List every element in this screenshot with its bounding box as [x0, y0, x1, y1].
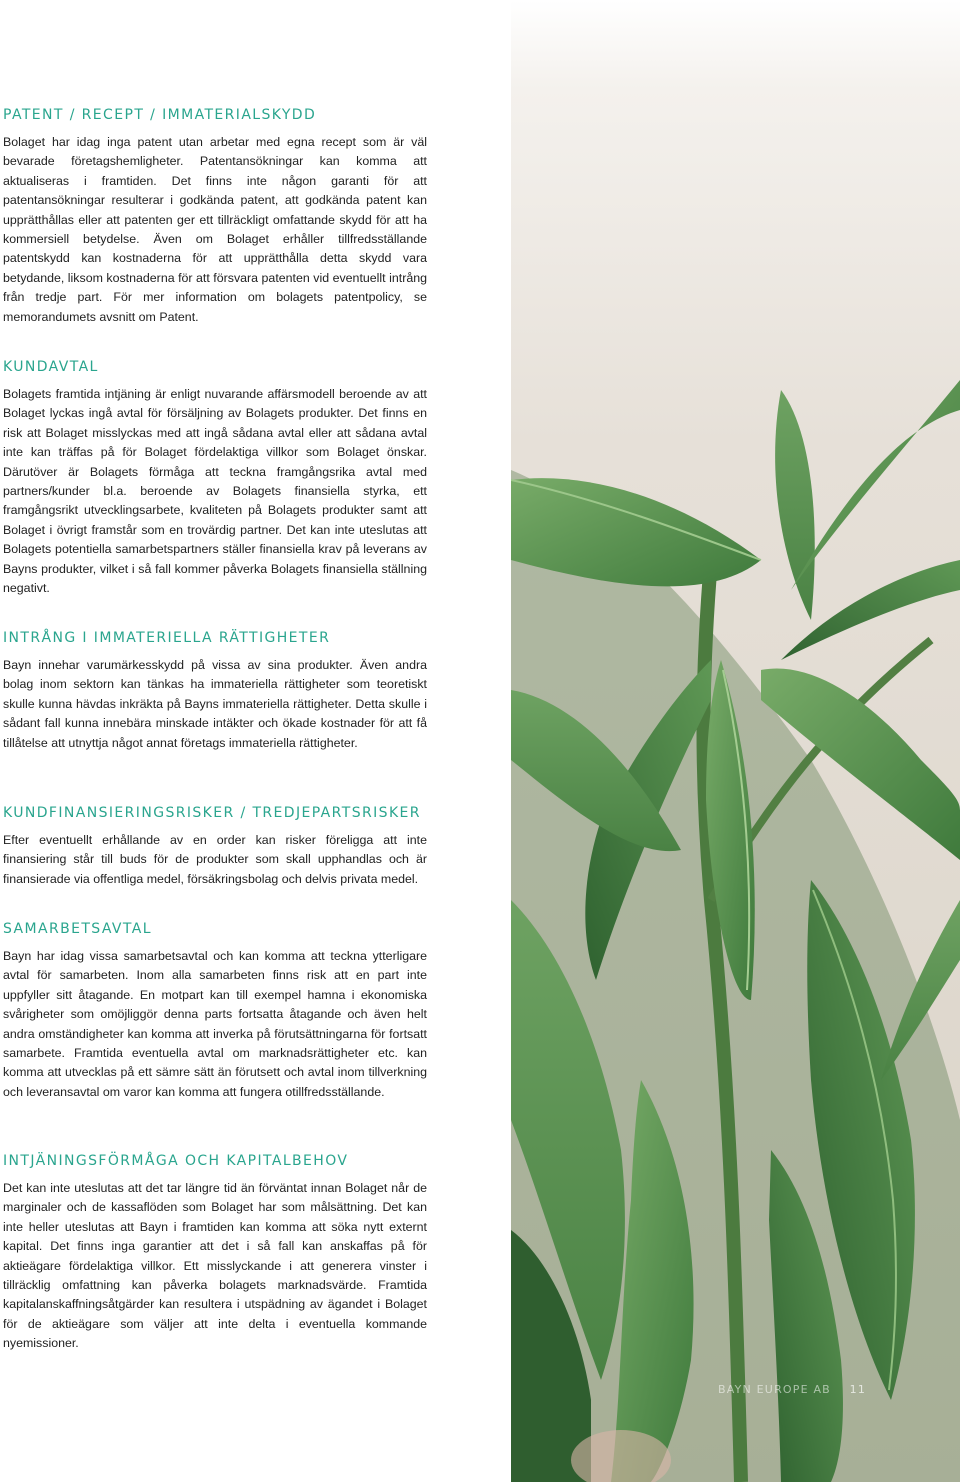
section-body: Efter eventuellt erhållande av en order kan risker föreligga att inte finansiering står till buds för de produkter som skall upphandlas och är finansierade via offentliga medel, försäkringsbolag och delvis privata medel.	[3, 833, 427, 886]
section-kundavtal	[3, 359, 427, 598]
section-body: Bayn innehar varumärkesskydd på vissa av sina produkter. Även andra bolag inom sektorn kan tänkas ha immateriella rättigheter som teoretiskt skulle kunna hävdas inkräkta på Bayns immateriella rättigheter. Detta skulle i sådant fall kunna innebära minskade intäkter och ökade kostnader för att få tillåtelse att utnyttja något annat företags immateriella rättigheter.	[3, 658, 427, 750]
section-body: Bayn har idag vissa samarbetsavtal och kan komma att teckna ytterligare avtal för samarbeten. Inom alla samarbeten finns risk att en part inte uppfyller sitt åtagande. En motpart kan till exempel hamna i ekonomiska svårigheter som omöjliggör denna parts fortsatta åtagande och även helt andra omständigheter kan komma att inverka på förutsättningarna för fortsatt samarbete. Framtida eventuella avtal om marknadsrättigheter etc. kan komma att utvecklas på ett sämre sätt än förutsett och avtal inom tillverkning och leveransavtal om varor kan komma att fungera otillfredsställande.	[3, 949, 427, 1099]
section-heading: INTRÅNG I IMMATERIELLA RÄTTIGHETER	[3, 630, 331, 646]
section-heading: KUNDAVTAL	[3, 359, 99, 375]
section-kundfinansiering	[3, 805, 427, 889]
section-body: Det kan inte uteslutas att det tar längre tid än förväntat innan Bolaget når de marginaler och de kassaflöden som Bolaget har som målsättning. Det kan inte heller uteslutas att Bayn i framtiden kan komma att söka nytt externt kapital. Det finns inga garantier att det i så fall kan anskaffas på för aktieägare fördelaktiga villkor. Ett misslyckande i att generera vinster i tillräcklig omfattning kan påverka bolagets marknadsvärde. Framtida kapitalanskaffningsåtgärder kan resultera i utspädning av ägandet i Bolaget för de aktieägare som väljer att inte delta i eventuella kommande nyemissioner.	[3, 1181, 427, 1351]
page-number: 11	[849, 1383, 867, 1396]
section-heading: KUNDFINANSIERINGSRISKER / TREDJEPARTSRISKER	[3, 805, 421, 821]
section-patent	[3, 107, 427, 327]
section-body: Bolaget har idag inga patent utan arbetar med egna recept som är väl bevarade företagshemligheter. Patentansökningar kan komma att aktualiseras i framtiden. Det finns inte någon garanti för att patentansökningar resulterar i godkända patent, att godkända patent kan upprätthållas eller att patenten ger ett tillräckligt omfattande skydd för att ha kommersiell betydelse. Även om Bolaget erhåller tillfredsställande patentskydd kan kostnaderna för att upprätthålla detta skydd vara betydande, liksom kostnaderna för att försvara patenten vid eventuellt intrång från tredje part. För mer information om bolagets patentpolicy, se memorandumets avsnitt om Patent.	[3, 135, 427, 324]
section-heading: INTJÄNINGSFÖRMÅGA OCH KAPITALBEHOV	[3, 1153, 349, 1169]
section-intrang	[3, 630, 427, 753]
section-heading: PATENT / RECEPT / IMMATERIALSKYDD	[3, 107, 317, 123]
section-samarbetsavtal	[3, 921, 427, 1102]
section-intjaning	[3, 1153, 427, 1354]
stevia-plant-photo	[511, 0, 960, 1482]
footer-brand: BAYN EUROPE AB	[718, 1383, 831, 1396]
section-body: Bolagets framtida intjäning är enligt nuvarande affärsmodell beroende av att Bolaget lyckas ingå avtal för försäljning av Bolagets produkter. Det finns en risk att Bolaget misslyckas med att ingå sådana avtal eller att sådana avtal inte kan träffas på för Bolaget fördelaktiga villkor som Bolaget önskar. Därutöver är Bolagets förmåga att teckna framgångsrika avtal med partners/kunder bl.a. beroende av Bolagets finansiella styrka, ett framgångsrikt utvecklingsarbete, kvaliteten på Bolagets produkter samt att Bolaget i övrigt framstår som en trovärdig partner. Det kan inte uteslutas att Bolagets potentiella samarbetspartners ställer finansiella krav på leverans av Bayns produkter, vilket i så fall kommer påverka Bolagets finansiella ställning negativt.	[3, 387, 427, 596]
page-footer	[718, 1383, 866, 1396]
section-heading: SAMARBETSAVTAL	[3, 921, 152, 937]
